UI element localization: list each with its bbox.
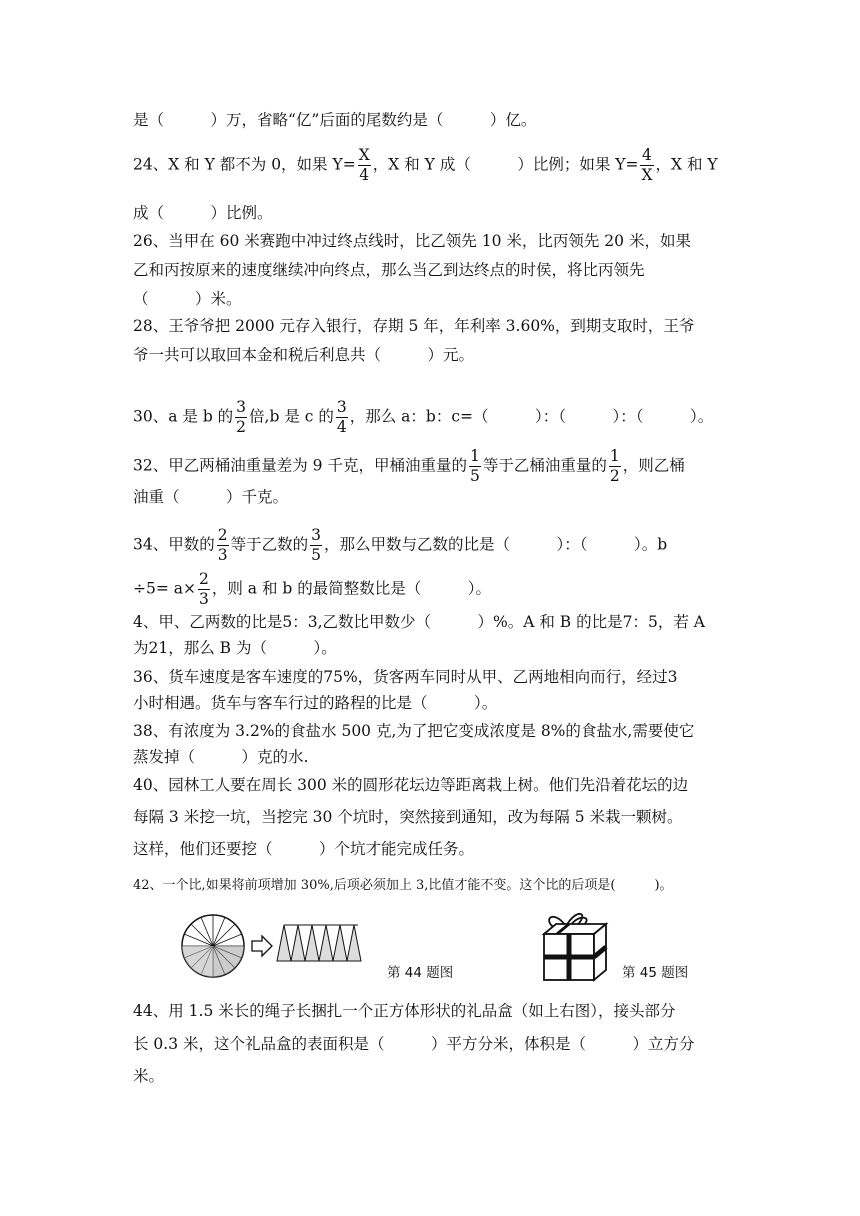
frac-num: 2 — [199, 570, 209, 588]
figure-45-caption: 第 45 题图 — [622, 965, 689, 981]
q30-text-a: 30、a 是 b 的 — [133, 407, 234, 426]
question-44-line3: 米。 — [133, 1067, 165, 1085]
question-38-line1: 38、有浓度为 3.2%的食盐水 500 克,为了把它变成浓度是 8%的食盐水,需要使它 — [133, 722, 695, 740]
q34-text-d: ÷5= a× — [133, 579, 196, 598]
question-24-line2: 成（ ）比例。 — [133, 204, 273, 222]
q32-text-b: 等于乙桶油重量的 — [482, 456, 607, 475]
question-28-line1: 28、王爷爷把 2000 元存入银行，存期 5 年，年利率 3.60%，到期支取时，王爷 — [133, 317, 695, 335]
question-36-line2: 小时相遇。货车与客车行过的路程的比是（ ）。 — [133, 694, 498, 712]
question-40-line3: 这样，他们还要挖（ ）个坑才能完成任务。 — [133, 840, 475, 858]
frac-den: 5 — [469, 467, 480, 485]
question-30 — [133, 398, 713, 437]
figure-44-caption: 第 44 题图 — [387, 965, 454, 981]
frac-num: 3 — [236, 398, 247, 416]
frac-den: 4 — [359, 166, 370, 184]
question-24-line1 — [133, 146, 718, 185]
gift-box-figure — [536, 904, 614, 986]
q30-text-c: ，那么 a：b：c=（ ）：（ ）：（ ）。 — [349, 407, 714, 426]
fraction-3-over-4 — [336, 398, 348, 437]
rearranged-strip — [277, 925, 361, 961]
question-26-line2: 乙和丙按原来的速度继续冲向终点，那么当乙到达终点的时侯，将比丙领先 — [133, 261, 645, 279]
question-40-line2: 每隔 3 米挖一坑，当挖完 30 个坑时，突然接到通知，改为每隔 5 米栽一颗树。 — [133, 808, 683, 826]
fraction-4-over-x — [640, 146, 653, 185]
fraction-3-over-5 — [310, 526, 322, 565]
frac-den: 5 — [311, 546, 321, 564]
question-38-line2: 蒸发掉（ ）克的水. — [133, 748, 309, 766]
question-44-line1: 44、用 1.5 米长的绳子长捆扎一个正方体形状的礼品盒（如上右图），接头部分 — [133, 1002, 676, 1020]
question-34-line2 — [133, 570, 491, 609]
q30-text-b: 倍,b 是 c 的 — [249, 407, 334, 426]
frac-num: 3 — [311, 526, 321, 544]
arrow-icon — [252, 936, 272, 956]
question-44-line2: 长 0.3 米，这个礼品盒的表面积是（ ）平方分米，体积是（ ）立方分 — [133, 1035, 695, 1053]
frac-num: 1 — [609, 447, 620, 465]
fraction-3-over-2 — [235, 398, 247, 437]
fraction-2-over-3 — [198, 570, 210, 609]
line-continuation: 是（ ）万，省略“亿”后面的尾数约是（ ）亿。 — [133, 111, 537, 129]
frac-num: X — [358, 146, 370, 164]
question-34-line1 — [133, 526, 667, 565]
frac-den: 4 — [336, 418, 347, 436]
q34-text-b: 等于乙数的 — [230, 535, 309, 554]
q24-text-a: 24、X 和 Y 都不为 0，如果 Y= — [133, 155, 356, 174]
frac-num: 4 — [642, 146, 652, 164]
frac-num: 2 — [217, 526, 228, 544]
q24-text-c: ，X 和 Y — [655, 155, 718, 174]
question-40-line1: 40、园林工人要在周长 300 米的圆形花坛边等距离栽上树。他们先沿着花坛的边 — [133, 776, 689, 794]
question-32-line2: 油重（ ）千克。 — [133, 488, 289, 506]
q34-text-a: 34、甲数的 — [133, 535, 215, 554]
question-4-line2: 为21，那么 B 为（ ）。 — [133, 639, 337, 657]
sector-circle — [182, 915, 244, 977]
question-4-line1: 4、甲、乙两数的比是5：3,乙数比甲数少（ ）%。A 和 B 的比是7：5，若 A — [133, 613, 705, 631]
q24-text-b: ，X 和 Y 成（ ）比例；如果 Y= — [372, 155, 639, 174]
circle-sectors-figure — [180, 913, 380, 983]
question-26-line3: （ ）米。 — [133, 290, 242, 308]
frac-num: 3 — [336, 398, 347, 416]
question-32-line1 — [133, 447, 685, 486]
question-28-line2: 爷一共可以取回本金和税后利息共（ ）元。 — [133, 346, 475, 364]
q34-text-e: ，则 a 和 b 的最简整数比是（ ）。 — [211, 579, 491, 598]
frac-den: X — [641, 166, 653, 184]
fraction-1-over-2 — [609, 447, 621, 486]
frac-num: 1 — [469, 447, 480, 465]
frac-den: 2 — [609, 467, 620, 485]
question-42: 42、一个比,如果将前项增加 30%,后项必须加上 3,比值才能不变。这个比的后项是( )。 — [133, 878, 673, 893]
q32-text-a: 32、甲乙两桶油重量差为 9 千克，甲桶油重量的 — [133, 456, 467, 475]
question-26-line1: 26、当甲在 60 米赛跑中冲过终点线时，比乙领先 10 米，比丙领先 20 米，如果 — [133, 232, 691, 250]
frac-den: 2 — [236, 418, 247, 436]
question-36-line1: 36、货车速度是客车速度的75%，货客两车同时从甲、乙两地相向而行，经过3 — [133, 668, 678, 686]
frac-den: 3 — [199, 590, 209, 608]
fraction-1-over-5 — [469, 447, 481, 486]
fraction-x-over-4 — [358, 146, 371, 185]
frac-den: 3 — [217, 546, 228, 564]
q32-text-c: ，则乙桶 — [622, 456, 685, 475]
q34-text-c: ，那么甲数与乙数的比是（ ）：（ ）。b — [324, 535, 668, 554]
fraction-2-over-3 — [217, 526, 229, 565]
